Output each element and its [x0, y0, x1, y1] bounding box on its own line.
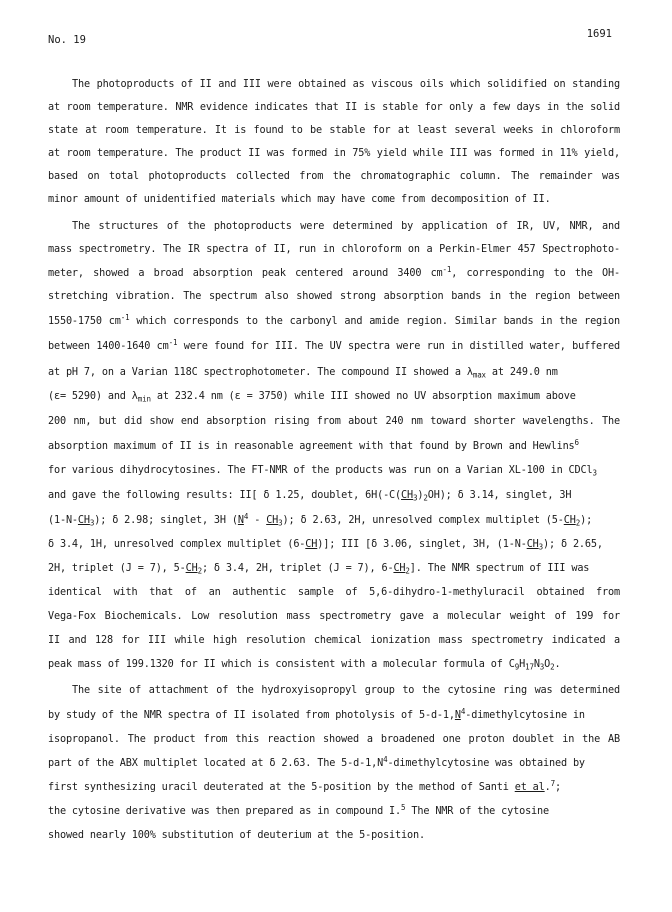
text-line: minor amount of unidentified materials which may have come from decomposition of II. [48, 194, 551, 205]
text-line: showed nearly 100% substitution of deuterium at the 5-position. [48, 830, 425, 841]
text-line: and gave the following results: II[ δ 1.25, doublet, $6H(-C(CH_3)_2OH)$; δ 3.14, singlet, 3H [48, 490, 572, 503]
text-line: based on total photoproducts collected from the chromatographic column. The remainder was [48, 171, 620, 182]
text-line: 200 nm, but did show end absorption rising from about 240 nm toward shorter wavelengths. The [48, 416, 620, 427]
text-line: The site of attachment of the hydroxyisopropyl group to the cytosine ring was determined [72, 685, 620, 696]
text-line: between 1400-1640 $cm^{-1}$ were found for III. The UV spectra were run in distilled water, buffered [48, 337, 620, 352]
text-line: at room temperature. NMR evidence indicates that II is stable for only a few days in the solid [48, 102, 620, 113]
text-line: peak mass of 199.1320 for II which is consistent with a molecular formula of $C_9H_{17}N_3O_2$. [48, 659, 561, 672]
text-line: part of the ABX multiplet located at δ 2.63. The $5-d-1,N^4$-dimethylcytosine was obtained by [48, 754, 585, 769]
text-line: isopropanol. The product from this reaction showed a broadened one proton doublet in the AB [48, 734, 620, 745]
journal-issue: No. 19 [48, 34, 86, 46]
text-line: at room temperature. The product II was formed in 75% yield while III was formed in 11% yield, [48, 148, 620, 159]
text-line: (ε= 5290) and $\lambda_{min}$ at 232.4 nm (ε = 3750) while III showed no UV absorption maximum above [48, 391, 576, 404]
text-line: absorption maximum of II is in reasonable agreement with that found by Brown and Hewlins$^6$ [48, 437, 579, 452]
text-line: Vega-Fox Biochemicals. Low resolution mass spectrometry gave a molecular weight of 199 for [48, 611, 620, 622]
text-line: stretching vibration. The spectrum also showed strong absorption bands in the region between [48, 291, 620, 302]
text-line: by study of the NMR spectra of II isolated from photolysis of $5-d-1,N^4$-dimethylcytosine in [48, 706, 585, 721]
text-line: identical with that of an authentic sample of 5,6-dihydro-1-methyluracil obtained from [48, 587, 620, 598]
text-line: the cytosine derivative was then prepared as in compound I.$^5$ The NMR of the cytosine [48, 802, 550, 817]
text-line: mass spectrometry. The IR spectra of II, run in chloroform on a Perkin-Elmer 457 Spectrophoto- [48, 244, 620, 255]
page-number: 1691 [586, 28, 612, 40]
text-line: for various dihydrocytosines. The FT-NMR of the products was run on a Varian XL-100 in CDCl$_3$ [48, 465, 597, 478]
text-line: II and 128 for III while high resolution chemical ionization mass spectrometry indicated a [48, 635, 620, 646]
text-line: 2H, triplet (J = 7), $5-CH_2$; δ 3.4, 2H, triplet (J = 7), $6-CH_2$]. The NMR spectrum of III was [48, 563, 590, 576]
text-line: The structures of the photoproducts were determined by application of IR, UV, NMR, and [72, 221, 620, 232]
text-line: meter, showed a broad absorption peak centered around 3400 $cm^{-1}$, corresponding to the OH- [48, 264, 620, 279]
text-line: δ 3.4, 1H, unresolved complex multiplet (6-CH)]; III [δ 3.06, singlet, 3H, $(1-N-CH_3)$; δ 2.65, [48, 539, 603, 552]
text-line: The photoproducts of II and III were obtained as viscous oils which solidified on standing [72, 79, 620, 90]
text-line: 1550-1750 $cm^{-1}$ which corresponds to the carbonyl and amide region. Similar bands in the region [48, 312, 620, 327]
text-line: at pH 7, on a Varian 118C spectrophotometer. The compound II showed a $\lambda_{max}$ at 249.0 nm [48, 367, 558, 380]
text-line: state at room temperature. It is found to be stable for at least several weeks in chloroform [48, 125, 620, 136]
text-line: $(1-N-CH_3)$; δ 2.98; singlet, 3H $(N^4 - CH_3)$; δ 2.63, 2H, unresolved complex multiplet $(5-CH_2)$; [48, 511, 593, 528]
text-line: first synthesizing uracil deuterated at the 5-position by the method of Santi et al.$^7$; [48, 778, 561, 793]
